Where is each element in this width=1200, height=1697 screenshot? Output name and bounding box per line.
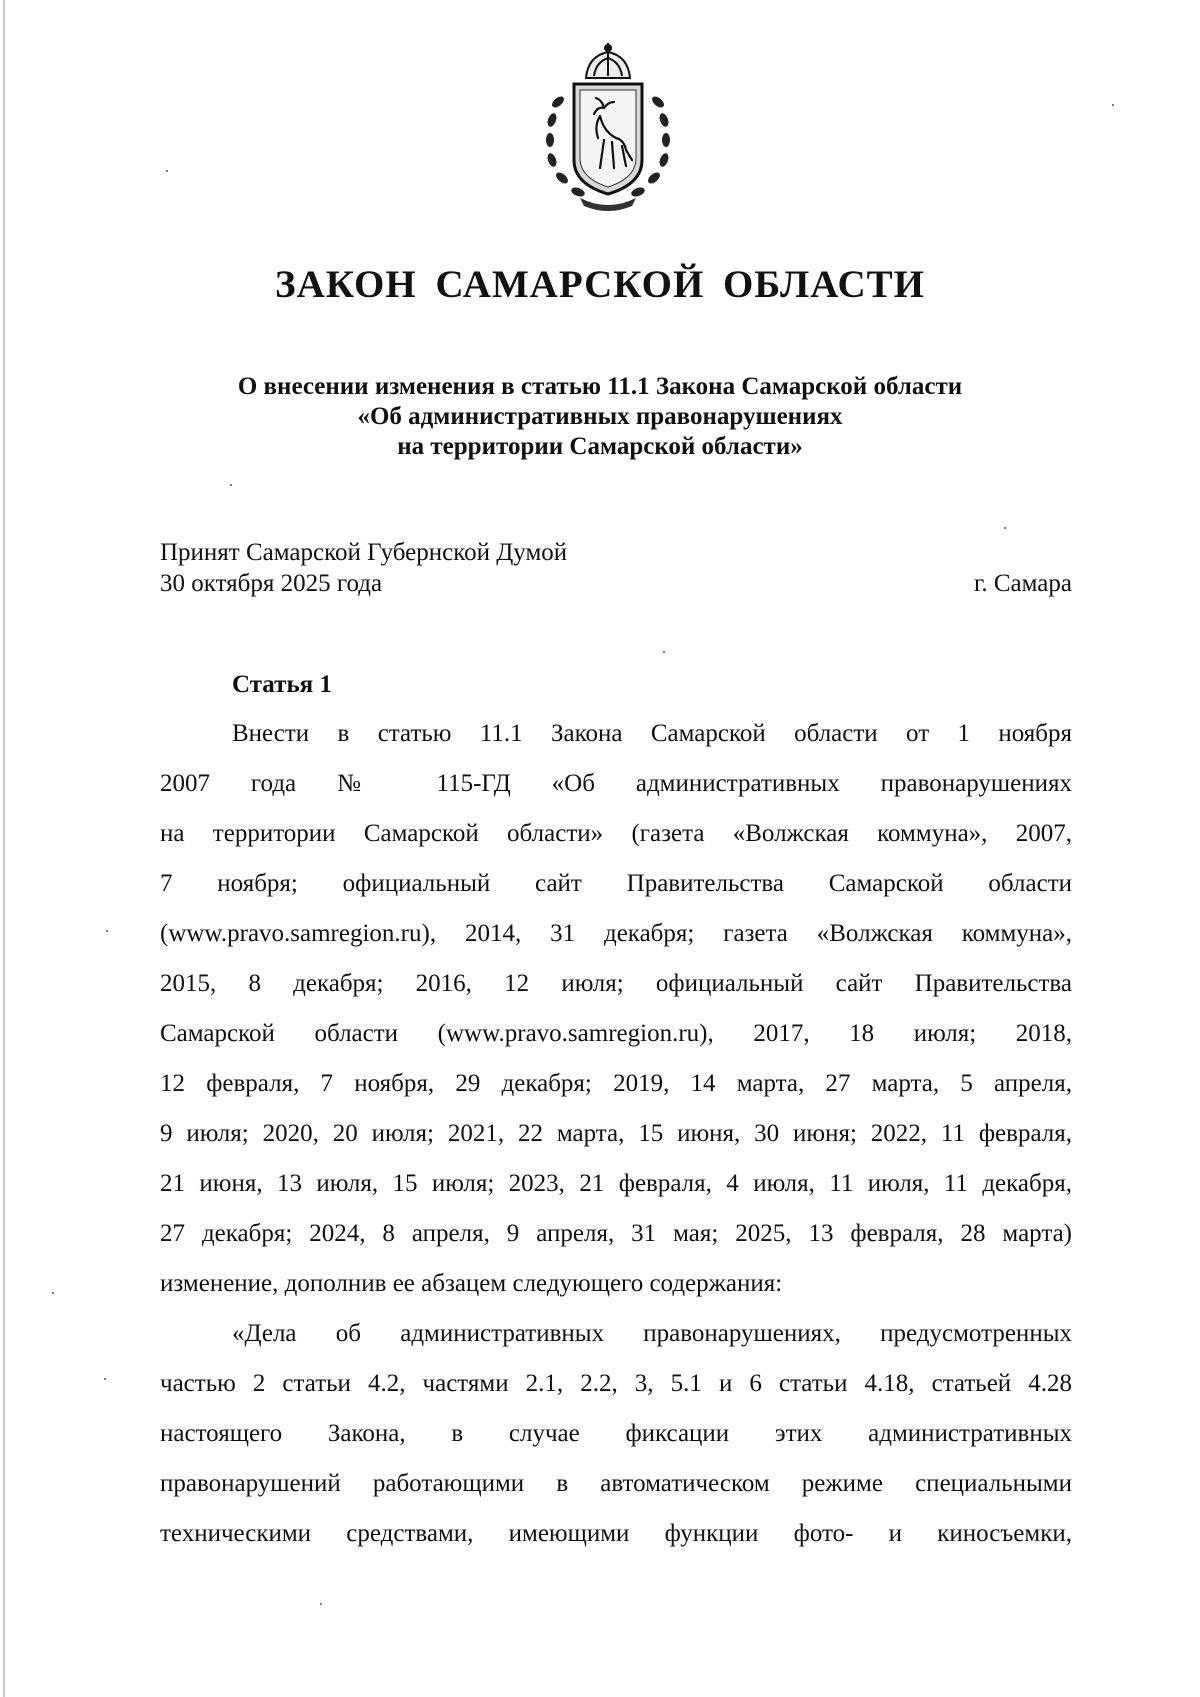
scan-speck xyxy=(166,170,168,172)
scan-speck xyxy=(52,1292,54,1294)
body-line: Внести в статью 11.1 Закона Самарской области от 1 ноября xyxy=(232,720,1072,747)
body-line: правонарушений работающими в автоматическом режиме специальными xyxy=(160,1470,1072,1497)
body-line: настоящего Закона, в случае фиксации этих административных xyxy=(160,1420,1072,1447)
subtitle-line: «Об административных правонарушениях xyxy=(357,403,843,430)
scan-speck xyxy=(663,651,665,653)
law-title: ЗАКОН САМАРСКОЙ ОБЛАСТИ xyxy=(275,263,925,306)
scan-edge-line xyxy=(3,0,5,1697)
body-line: 7 ноября; официальный сайт Правительства Самарской области xyxy=(160,870,1072,897)
body-line: (www.pravo.samregion.ru), 2014, 31 декабря; газета «Волжская коммуна», xyxy=(160,920,1072,947)
body-line: «Дела об административных правонарушениях, предусмотренных xyxy=(232,1320,1072,1347)
adopted-date: 30 октября 2025 года xyxy=(160,570,383,597)
body-line: изменение, дополнив ее абзацем следующего содержания: xyxy=(160,1270,783,1297)
article-heading: Статья 1 xyxy=(232,671,332,698)
scan-speck xyxy=(1004,527,1006,529)
subtitle-line: О внесении изменения в статью 11.1 Закона Самарской области xyxy=(237,373,963,400)
law-subtitle xyxy=(0,372,1200,462)
body-line: 27 декабря; 2024, 8 апреля, 9 апреля, 31 мая; 2025, 13 февраля, 28 марта) xyxy=(160,1220,1072,1247)
body-line: Самарской области (www.pravo.samregion.ru), 2017, 18 июля; 2018, xyxy=(160,1020,1072,1047)
city: г. Самара xyxy=(973,570,1072,597)
body-line: на территории Самарской области» (газета «Волжская коммуна», 2007, xyxy=(160,820,1072,847)
scan-speck xyxy=(230,484,232,486)
body-line: 12 февраля, 7 ноября, 29 декабря; 2019, 14 марта, 27 марта, 5 апреля, xyxy=(160,1070,1072,1097)
body-line: 2015, 8 декабря; 2016, 12 июля; официальный сайт Правительства xyxy=(160,970,1072,997)
scan-speck xyxy=(104,1378,106,1380)
subtitle-line: на территории Самарской области» xyxy=(397,433,803,460)
body-line: техническими средствами, имеющими функции фото- и киносъемки, xyxy=(160,1520,1072,1547)
coat-of-arms-emblem xyxy=(528,42,688,214)
adopted-by: Принят Самарской Губернской Думой xyxy=(160,539,568,566)
scan-speck xyxy=(1112,104,1114,106)
body-line: частью 2 статьи 4.2, частями 2.1, 2.2, 3, 5.1 и 6 статьи 4.18, статьей 4.28 xyxy=(160,1370,1072,1397)
body-line: 21 июня, 13 июля, 15 июля; 2023, 21 февраля, 4 июля, 11 июля, 11 декабря, xyxy=(160,1170,1072,1197)
body-line: 2007 года № 115-ГД «Об административных правонарушениях xyxy=(160,770,1072,797)
body-line: 9 июля; 2020, 20 июля; 2021, 22 марта, 15 июня, 30 июня; 2022, 11 февраля, xyxy=(160,1120,1072,1147)
scan-speck xyxy=(106,930,108,932)
scan-speck xyxy=(320,1603,322,1605)
